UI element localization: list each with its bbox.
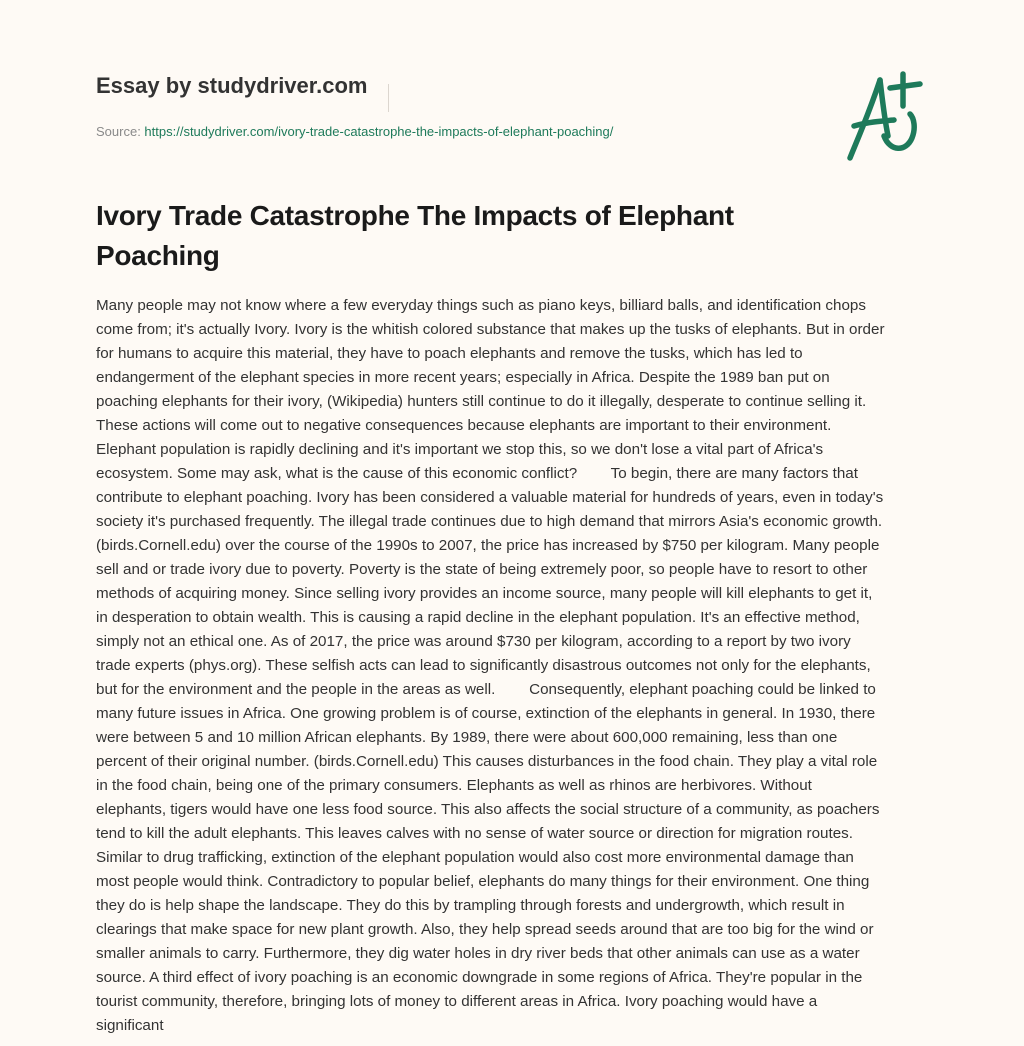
- header-divider: [388, 84, 389, 112]
- body-line: most people would think. Contradictory to popular belief, elephants do many things for their environment. One thing: [96, 873, 870, 890]
- body-line: simply not an ethical one. As of 2017, the price was around $730 per kilogram, according to a report by two ivory: [96, 633, 851, 650]
- source-line: [96, 124, 613, 139]
- body-line: poaching elephants for their ivory, (Wikipedia) hunters still continue to do it illegally, desperate to continue selling it.: [96, 393, 867, 410]
- body-line: These actions will come out to negative consequences because elephants are important to their environment.: [96, 417, 832, 434]
- body-line: source. A third effect of ivory poaching is an economic downgrade in some regions of Africa. They're popular in the: [96, 969, 863, 986]
- body-line: they do is help shape the landscape. They do this by trampling through forests and undergrowth, which result in: [96, 897, 845, 914]
- body-line: (birds.Cornell.edu) over the course of the 1990s to 2007, the price has increased by $750 per kilogram. Many people: [96, 537, 880, 554]
- essay-body: [96, 294, 936, 1038]
- body-line: in desperation to obtain wealth. This is causing a rapid decline in the elephant population. It's an effective method,: [96, 609, 860, 626]
- body-line: clearings that make space for new plant growth. Also, they help spread seeds around that are too big for the wind or: [96, 921, 874, 938]
- site-title: Essay by studydriver.com: [96, 73, 368, 98]
- body-line: percent of their original number. (birds.Cornell.edu) This causes disturbances in the food chain. They play a vital role: [96, 753, 878, 770]
- body-line: contribute to elephant poaching. Ivory has been considered a valuable material for hundreds of years, even in today's: [96, 489, 884, 506]
- body-line: Similar to drug trafficking, extinction of the elephant population would also cost more environmental damage than: [96, 849, 854, 866]
- body-line: for humans to acquire this material, they have to poach elephants and remove the tusks, which has led to: [96, 345, 803, 362]
- body-line: society it's purchased frequently. The illegal trade continues due to high demand that mirrors Asia's economic growth.: [96, 513, 883, 530]
- body-line: elephants, tigers would have one less food source. This also affects the social structure of a community, as poachers: [96, 801, 880, 818]
- body-line: come from; it's actually Ivory. Ivory is the whitish colored substance that makes up the tusks of elephants. But in order: [96, 321, 885, 338]
- body-line: smaller animals to carry. Furthermore, they dig water holes in dry river beds that other animals can use as a water: [96, 945, 860, 962]
- body-line: endangerment of the elephant species in more recent years; especially in Africa. Despite the 1989 ban put on: [96, 369, 830, 386]
- source-label: Source:: [96, 124, 145, 139]
- body-line: were between 5 and 10 million African elephants. By 1989, there were about 600,000 remaining, less than one: [96, 729, 838, 746]
- body-line: in the food chain, being one of the primary consumers. Elephants as well as rhinos are herbivores. Without: [96, 777, 812, 794]
- body-line: ecosystem. Some may ask, what is the cause of this economic conflict? To begin, there are many factors that: [96, 465, 858, 482]
- body-line: trade experts (phys.org). These selfish acts can lead to significantly disastrous outcomes not only for the elephants,: [96, 657, 871, 674]
- a-plus-grade-icon: [828, 66, 928, 166]
- body-line: tend to kill the adult elephants. This leaves calves with no sense of water source or direction for migration routes.: [96, 825, 853, 842]
- body-line: Many people may not know where a few everyday things such as piano keys, billiard balls, and identification chops: [96, 297, 866, 314]
- body-line: but for the environment and the people in the areas as well. Consequently, elephant poaching could be linked to: [96, 681, 876, 698]
- source-link[interactable]: https://studydriver.com/ivory-trade-catastrophe-the-impacts-of-elephant-poaching/: [144, 124, 614, 139]
- body-line: sell and or trade ivory due to poverty. Poverty is the state of being extremely poor, so people have to resort to other: [96, 561, 868, 578]
- body-line: many future issues in Africa. One growing problem is of course, extinction of the elephants in general. In 1930, there: [96, 705, 876, 722]
- body-line: significant: [96, 1017, 164, 1034]
- body-line: methods of acquiring money. Since selling ivory provides an income source, many people will kill elephants to get it,: [96, 585, 873, 602]
- body-line: Elephant population is rapidly declining and it's important we stop this, so we don't lose a vital part of Africa's: [96, 441, 824, 458]
- body-line: tourist community, therefore, bringing lots of money to different areas in Africa. Ivory poaching would have a: [96, 993, 818, 1010]
- essay-title: Ivory Trade Catastrophe The Impacts of Elephant Poaching: [96, 200, 734, 271]
